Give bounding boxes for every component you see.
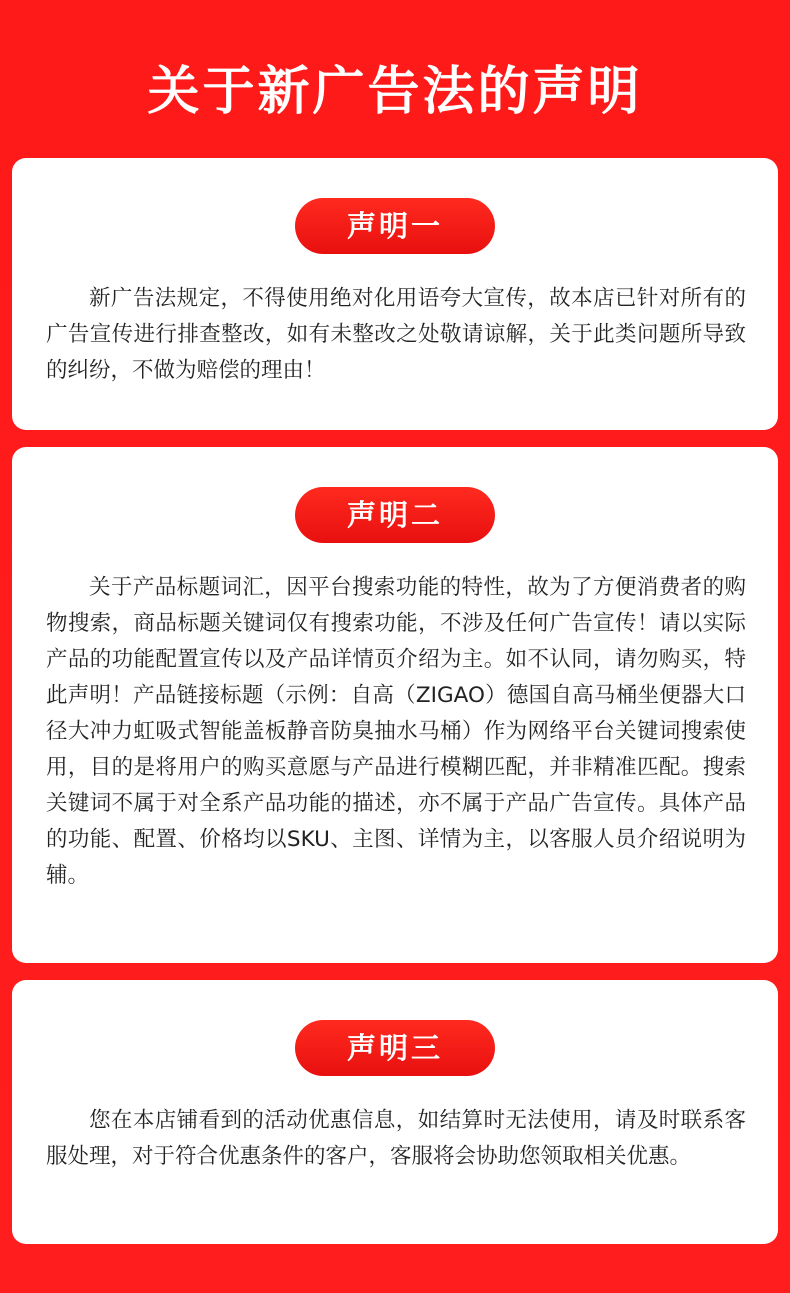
statement-card-1 [12,158,778,430]
page-title: 关于新广告法的声明 [147,62,643,122]
statement-card-3 [12,980,778,1244]
statement-badge-2: 声明二 [295,487,495,543]
statement-text-3: 您在本店铺看到的活动优惠信息，如结算时无法使用，请及时联系客服处理，对于符合优惠条件的客户，客服将会协助您领取相关优惠。 [46,1108,746,1169]
statement-text-1: 新广告法规定，不得使用绝对化用语夸大宣传，故本店已针对所有的广告宣传进行排查整改，如有未整改之处敬请谅解，关于此类问题所导致的纠纷，不做为赔偿的理由！ [46,286,746,383]
statement-text-2: 关于产品标题词汇，因平台搜索功能的特性，故为了方便消费者的购物搜索，商品标题关键词仅有搜索功能，不涉及任何广告宣传！请以实际产品的功能配置宣传以及产品详情页介绍为主。如不认同，请勿购买，特此声明！产品链接标题（示例：自高（ZIGAO）德国自高马桶坐便器大口径大冲力虹吸式智能盖板静音防臭抽水马桶）作为网络平台关键词搜索使用，目的是将用户的购买意愿与产品进行模糊匹配，并非精准匹配。搜索关键词不属于对全系产品功能的描述，亦不属于产品广告宣传。具体产品的功能、配置、价格均以SKU、主图、详情为主，以客服人员介绍说明为辅。 [46,575,746,888]
statement-badge-3: 声明三 [295,1020,495,1076]
statement-card-2 [12,447,778,963]
statement-badge-1: 声明一 [295,198,495,254]
